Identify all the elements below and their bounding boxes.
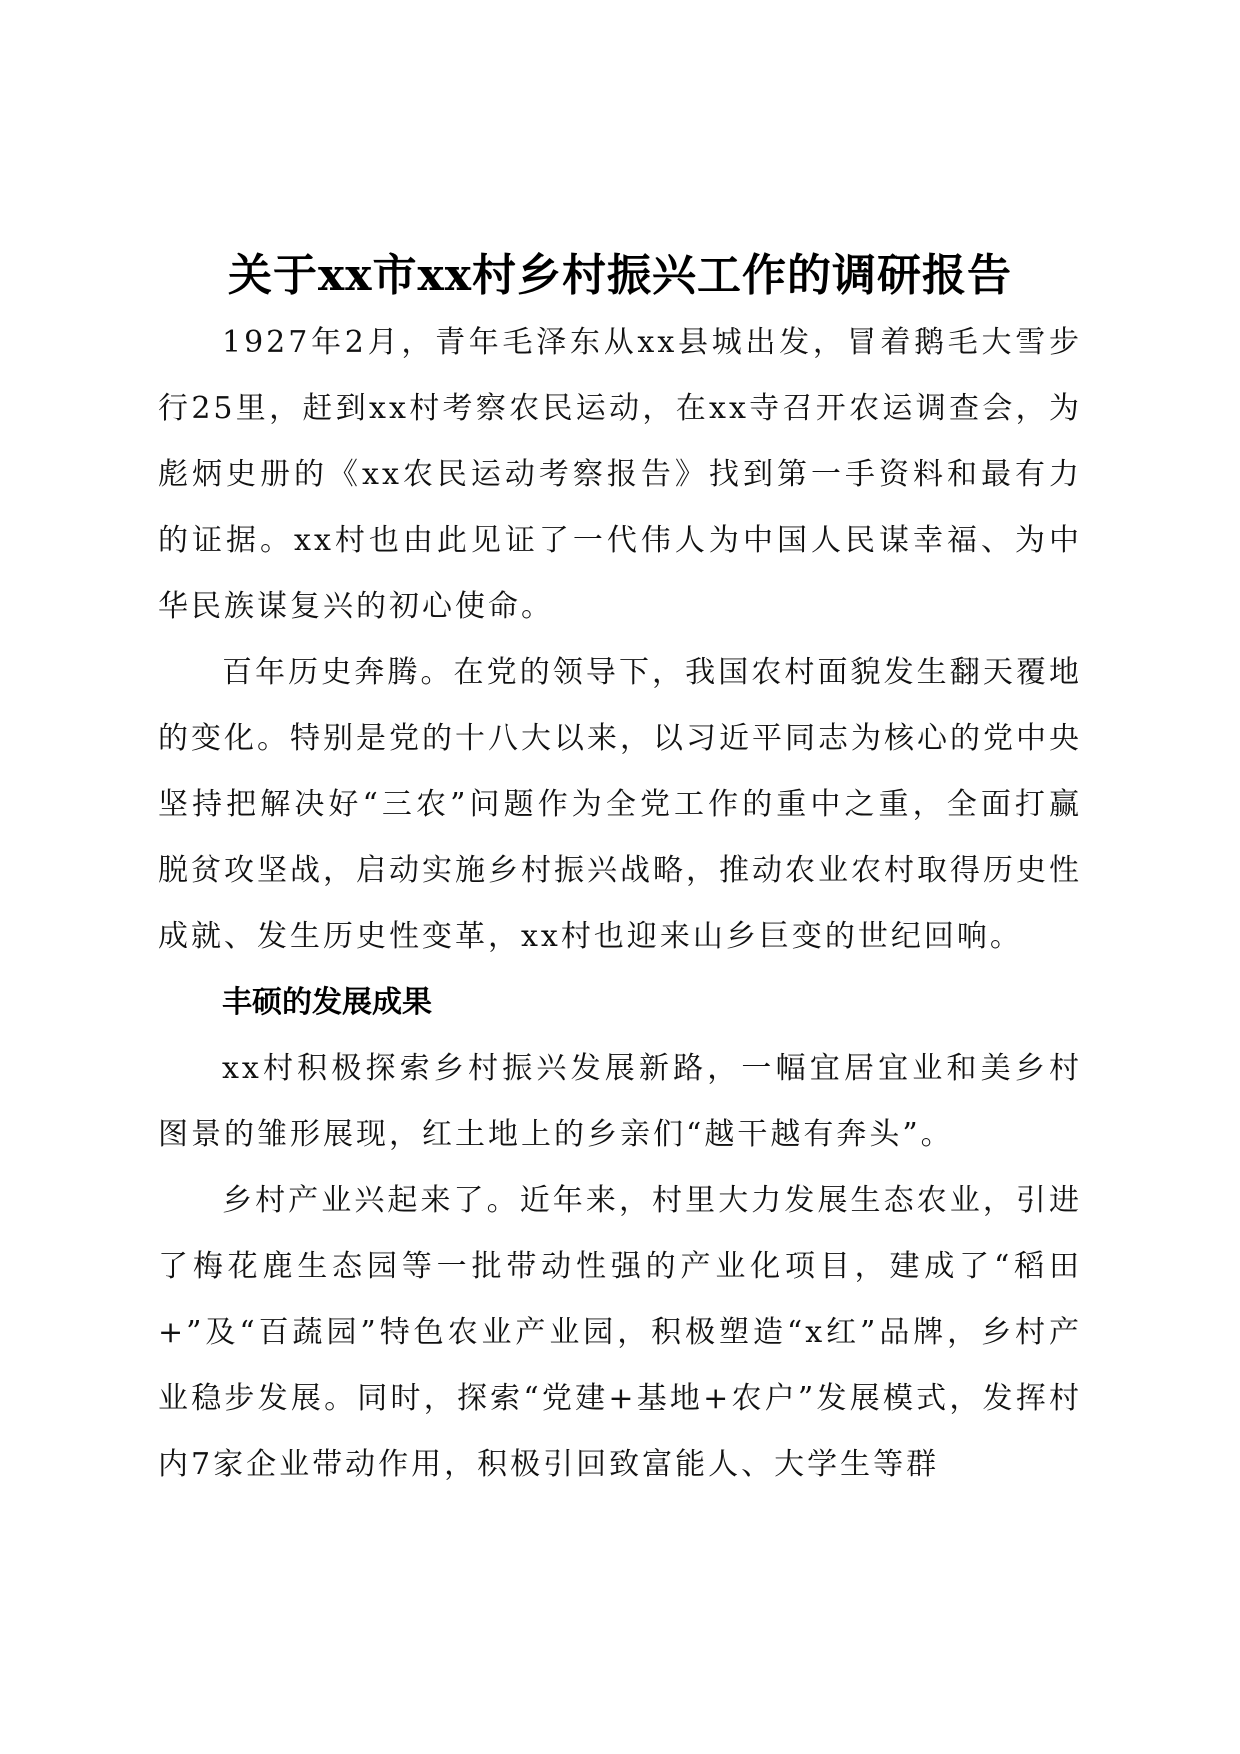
intro-paragraph-1: 1927年2月，青年毛泽东从xx县城出发，冒着鹅毛大雪步行25里，赶到xx村考察农民运动，在xx寺召开农运调查会，为彪炳史册的《xx农民运动考察报告》找到第一手资料和最有力的证据。xx村也由此见证了一代伟人为中国人民谋幸福、为中华民族谋复兴的初心使命。 bbox=[158, 325, 1082, 624]
section-paragraph-2: 乡村产业兴起来了。近年来，村里大力发展生态农业，引进了梅花鹿生态园等一批带动性强的产业化项目，建成了“稻田+”及“百蔬园”特色农业产业园，积极塑造“x红”品牌，乡村产业稳步发展。同时，探索“党建+基地+农户”发展模式，发挥村内7家企业带动作用，积极引回致富能人、大学生等群 bbox=[158, 1183, 1082, 1482]
document-body bbox=[158, 248, 1082, 1498]
document-title: 关于xx市xx村乡村振兴工作的调研报告 bbox=[228, 250, 1012, 301]
section-paragraph-1: xx村积极探索乡村振兴发展新路，一幅宜居宜业和美乡村图景的雏形展现，红土地上的乡亲们“越干越有奔头”。 bbox=[158, 1051, 1082, 1152]
intro-paragraph-2: 百年历史奔腾。在党的领导下，我国农村面貌发生翻天覆地的变化。特别是党的十八大以来，以习近平同志为核心的党中央坚持把解决好“三农”问题作为全党工作的重中之重，全面打赢脱贫攻坚战，启动实施乡村振兴战略，推动农业农村取得历史性成就、发生历史性变革，xx村也迎来山乡巨变的世纪回响。 bbox=[158, 655, 1082, 954]
section-heading: 丰硕的发展成果 bbox=[222, 985, 432, 1020]
